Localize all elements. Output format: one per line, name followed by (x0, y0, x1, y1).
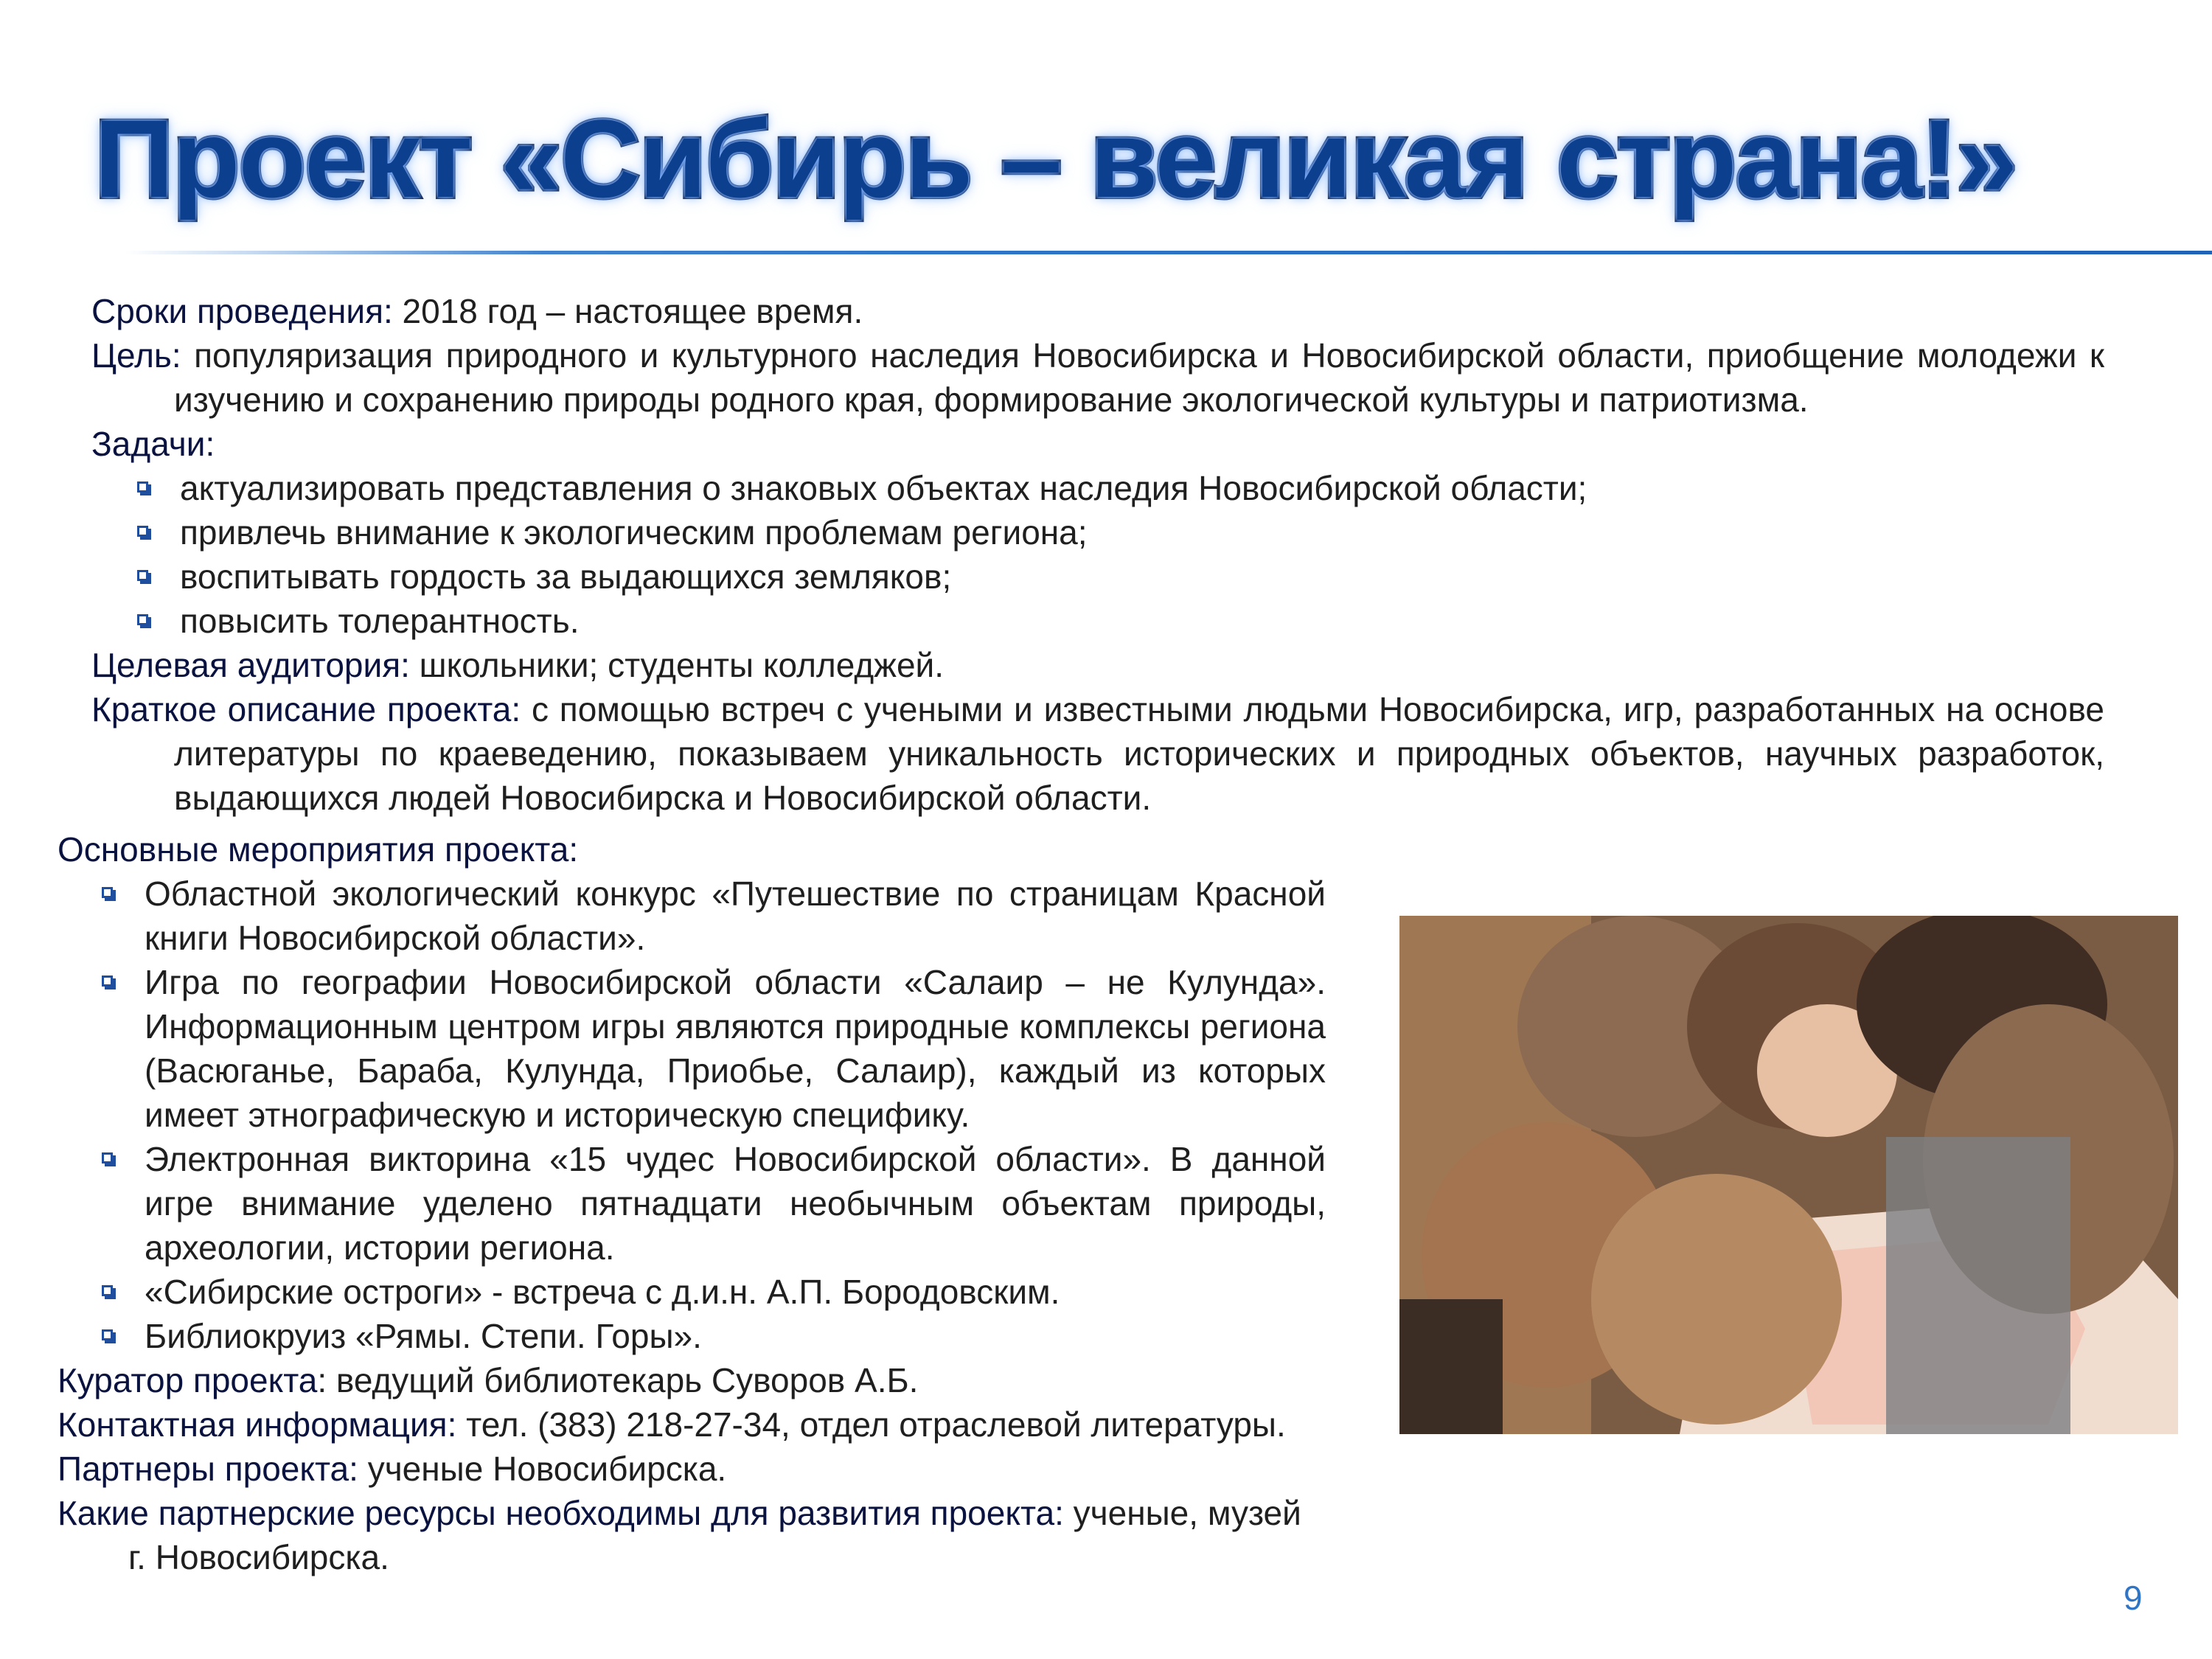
checkbox-bullet-icon (102, 887, 113, 898)
list-item (102, 1314, 1326, 1358)
title-divider (125, 251, 2212, 254)
checkbox-bullet-icon (137, 526, 148, 537)
list-item (137, 554, 2104, 599)
event-text: Электронная викторина «15 чудес Новосибирской области». В данной игре внимание уделено пятнадцати необычным объектам природы, археологии, истории региона. (145, 1140, 1326, 1267)
checkbox-bullet-icon (102, 1152, 113, 1164)
contacts-value: тел. (383) 218-27-34, отдел отраслевой литературы. (456, 1405, 1286, 1444)
events-heading (58, 827, 1326, 872)
list-item (102, 1270, 1326, 1314)
list-item (137, 510, 2104, 554)
goal-label: Цель: (91, 336, 181, 375)
checkbox-bullet-icon (137, 481, 148, 493)
event-text: Библиокруиз «Рямы. Степи. Горы». (145, 1317, 702, 1355)
checkbox-bullet-icon (137, 570, 148, 581)
curator-value: : ведущий библиотекарь Суворов А.Б. (317, 1361, 919, 1399)
page-title: Проект «Сибирь – великая страна!» (94, 97, 2017, 220)
partners-line (58, 1447, 1326, 1491)
event-text: Областной экологический конкурс «Путешествие по страницам Красной книги Новосибирской области». (145, 874, 1326, 957)
task-text: привлечь внимание к экологическим проблемам региона; (180, 513, 1088, 552)
list-item (137, 599, 2104, 643)
checkbox-bullet-icon (137, 614, 148, 625)
curator-label: Куратор проекта (58, 1361, 318, 1399)
dates-label: Сроки проведения: (91, 292, 393, 330)
task-text: повысить толерантность. (180, 602, 580, 640)
task-text: воспитывать гордость за выдающихся земляков; (180, 557, 952, 596)
description-line (91, 687, 2104, 820)
resources-value: ученые, музей г. Новосибирска. (128, 1494, 1301, 1576)
partners-label: Партнеры проекта: (58, 1450, 358, 1488)
curator-line (58, 1358, 1326, 1402)
page-number: 9 (2124, 1579, 2143, 1617)
partners-value: ученые Новосибирска. (358, 1450, 727, 1488)
project-events (58, 827, 1326, 1579)
resources-label: Какие партнерские ресурсы необходимы для развития проекта: (58, 1494, 1064, 1532)
events-label: Основные мероприятия проекта: (58, 830, 579, 869)
event-text: «Сибирские остроги» - встреча с д.и.н. А.П. Бородовским. (145, 1273, 1060, 1311)
task-text: актуализировать представления о знаковых объектах наследия Новосибирской области; (180, 469, 1587, 507)
tasks-heading (91, 422, 2104, 466)
photo-illustration (1399, 916, 2178, 1434)
goal-line (91, 333, 2104, 422)
dates-line (91, 289, 2104, 333)
checkbox-bullet-icon (102, 1285, 113, 1296)
tasks-list (91, 466, 2104, 643)
audience-label: Целевая аудитория: (91, 646, 410, 684)
project-summary (91, 289, 2104, 820)
list-item (102, 872, 1326, 960)
list-item (137, 466, 2104, 510)
resources-line (58, 1491, 1326, 1579)
event-text: Игра по географии Новосибирской области «Салаир – не Кулунда». Информационным центром игры являются природные комплексы региона (Васюганье, Бараба, Кулунда, Приобье, Салаир), каждый из которых имеет этнографическую и историческую специфику. (145, 963, 1326, 1134)
dates-value: 2018 год – настоящее время. (392, 292, 863, 330)
list-item (102, 1137, 1326, 1270)
students-photo (1399, 916, 2178, 1434)
list-item (102, 960, 1326, 1137)
description-label: Краткое описание проекта: (91, 690, 521, 728)
description-value: с помощью встреч с учеными и известными людьми Новосибирска, игр, разработанных на основе литературы по краеведению, показываем уникальность исторических и природных объектов, научных разработок, выдающихся людей Новосибирска и Новосибирской области. (174, 690, 2104, 817)
contacts-label: Контактная информация: (58, 1405, 457, 1444)
checkbox-bullet-icon (102, 1329, 113, 1340)
checkbox-bullet-icon (102, 975, 113, 987)
goal-value: популяризация природного и культурного наследия Новосибирска и Новосибирской области, приобщение молодежи к изучению и сохранению природы родного края, формирование экологической культуры и патриотизма. (174, 336, 2104, 419)
audience-value: школьники; студенты колледжей. (409, 646, 945, 684)
audience-line (91, 643, 2104, 687)
events-list (58, 872, 1326, 1358)
contacts-line (58, 1402, 1326, 1447)
tasks-label: Задачи: (91, 425, 215, 463)
